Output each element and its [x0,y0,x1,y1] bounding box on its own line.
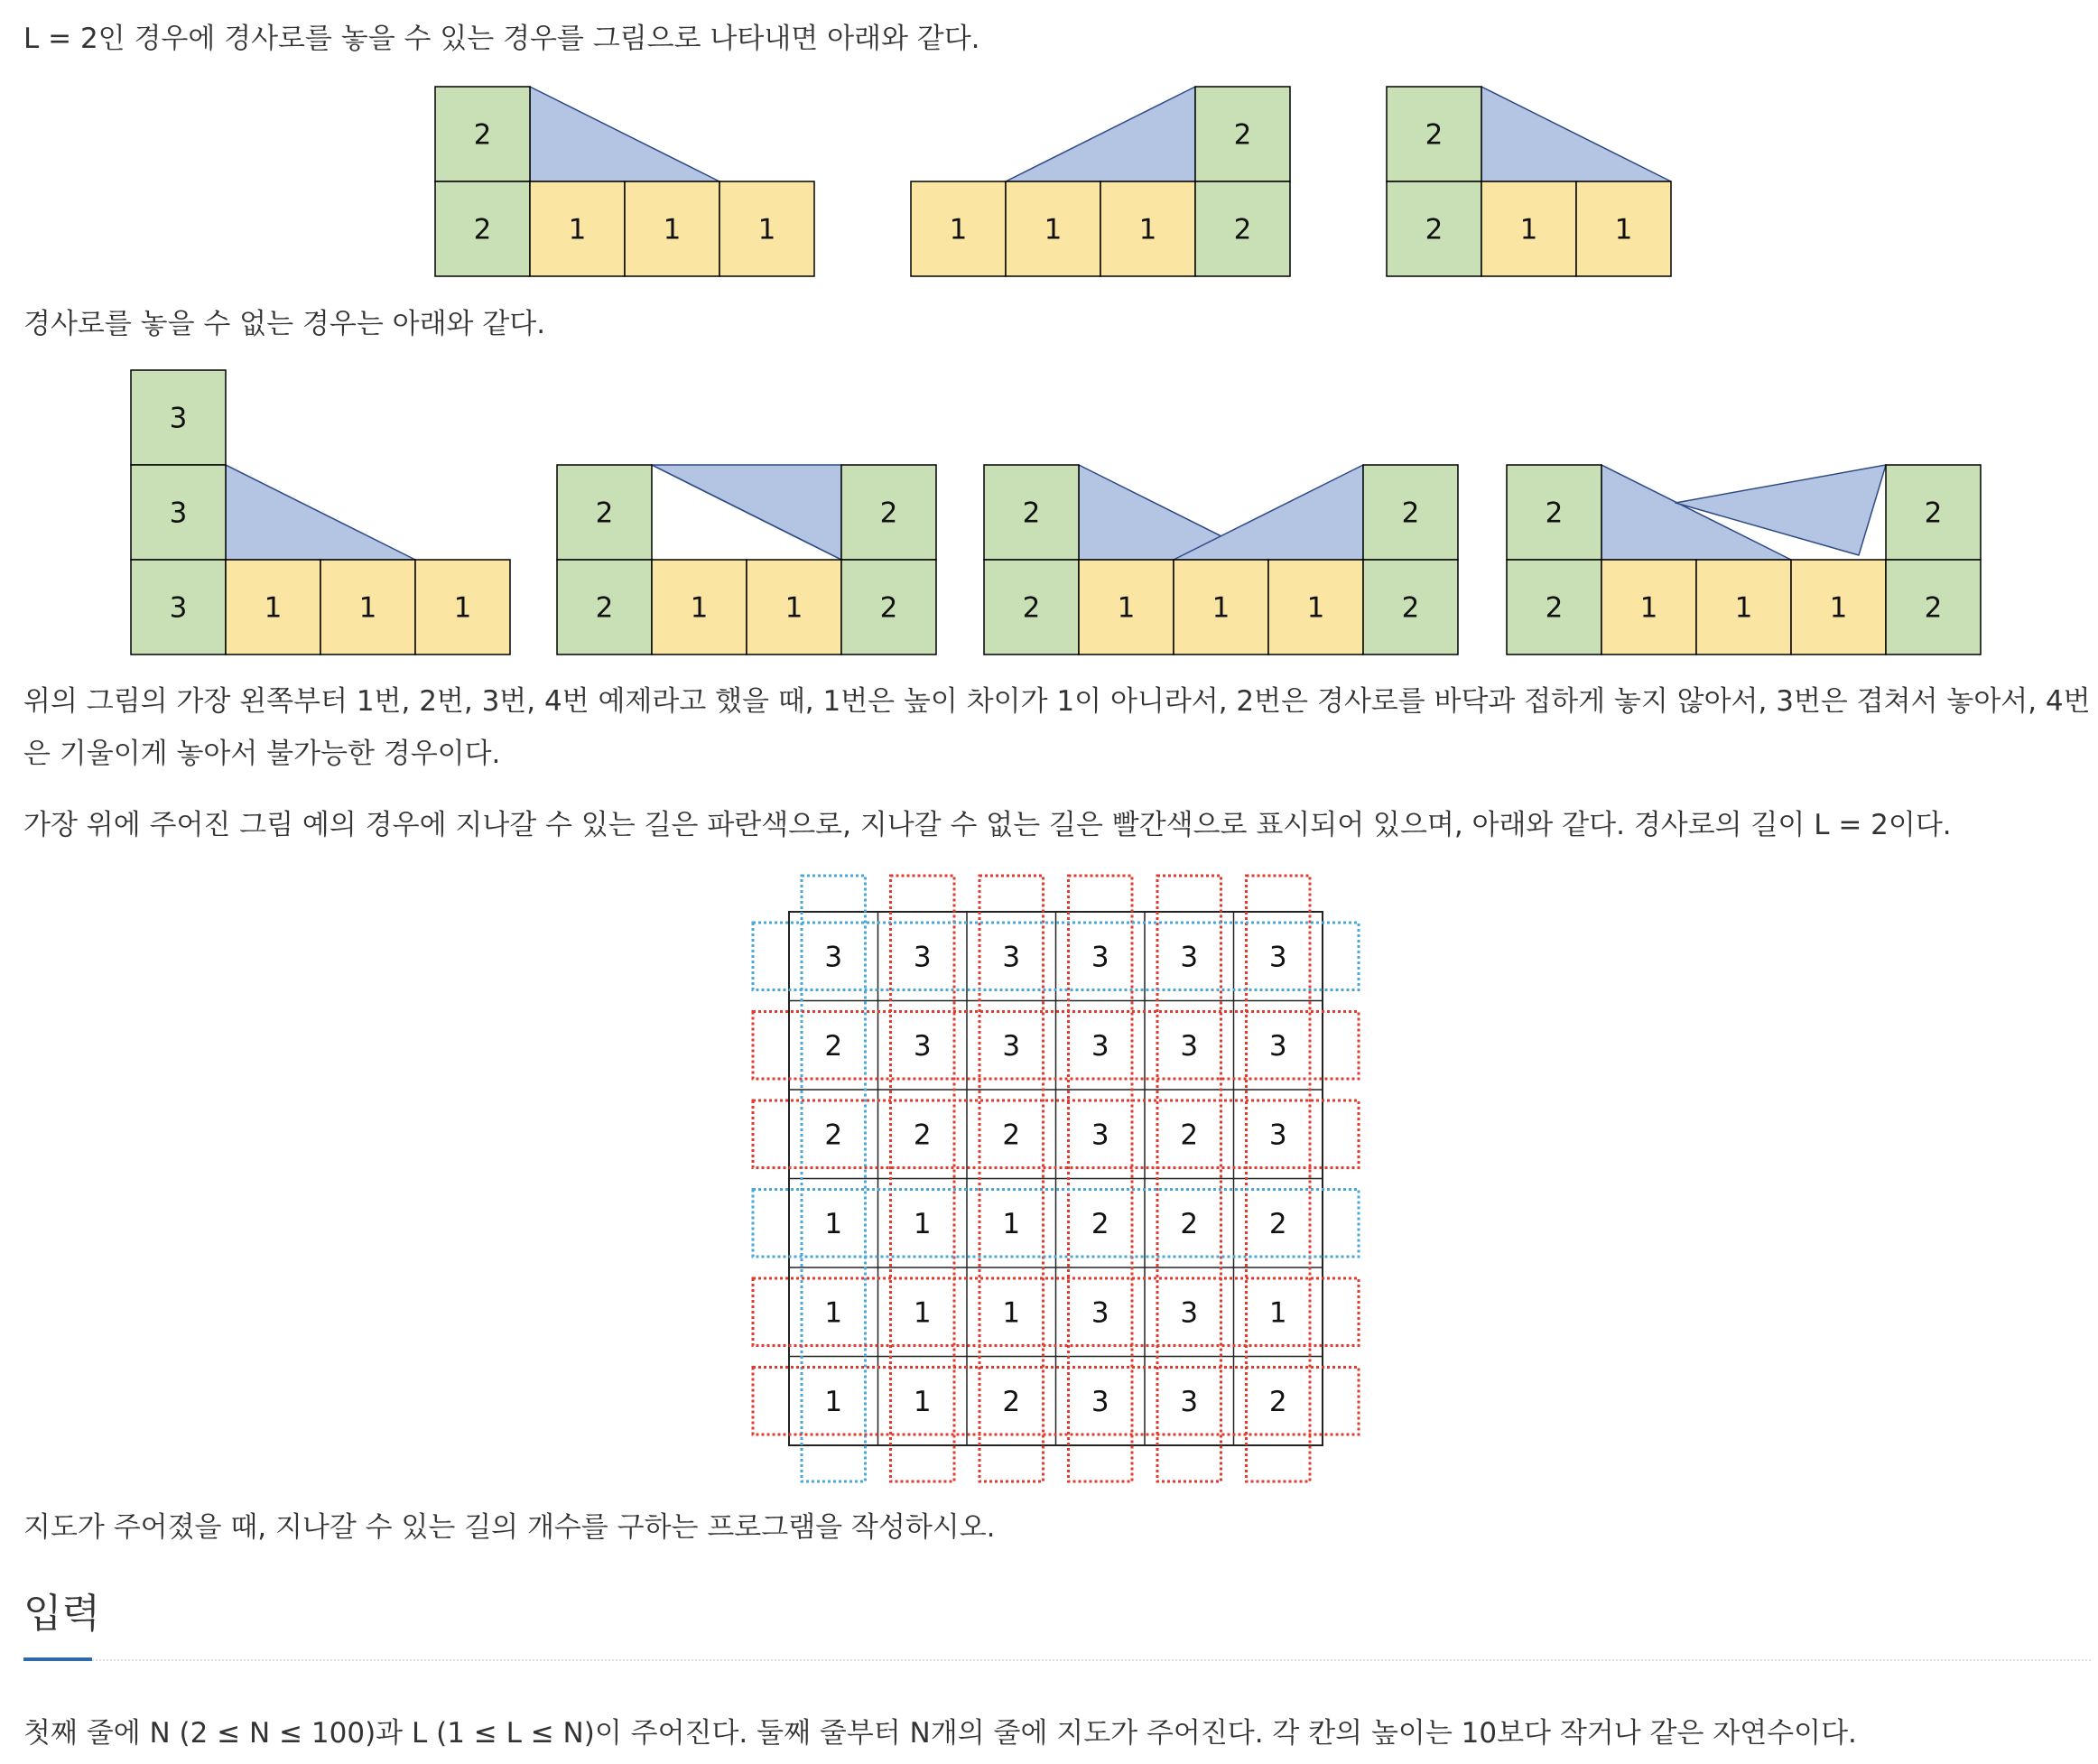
input-description-paragraph: 첫째 줄에 N (2 ≤ N ≤ 100)과 L (1 ≤ L ≤ N)이 주어진다. 둘째 줄부터 N개의 줄에 지도가 주어진다. 각 칸의 높이는 10보다 작거나 같은 자연수이다. [23,1717,1857,1750]
block-cell-label: 3 [169,402,188,435]
block-cell-label: 2 [595,497,614,530]
ground-cell-label: 1 [1519,213,1538,246]
ground-cell-label: 1 [1614,213,1633,246]
ground-cell-label: 1 [690,591,709,625]
map-cell-value: 3 [1091,941,1109,974]
map-cell-value: 2 [1180,1207,1199,1240]
map-cell-value: 1 [913,1207,932,1240]
path-colors-paragraph: 가장 위에 주어진 그림 예의 경우에 지나갈 수 있는 길은 파란색으로, 지나갈 수 없는 길은 빨간색으로 표시되어 있으며, 아래와 같다. 경사로의 길이 L = 2이다. [23,809,1952,841]
ground-cell-label: 1 [358,591,377,625]
section-divider [23,1659,2091,1661]
ground-cell-label: 1 [1734,591,1753,625]
section-heading-accent [23,1657,92,1661]
map-cell-value: 2 [824,1029,843,1063]
map-cell-value: 2 [1002,1385,1021,1418]
block-cell-label: 3 [169,591,188,625]
block-cell-label: 2 [1425,213,1444,246]
block-cell-label: 2 [1401,497,1420,530]
map-cell-value: 2 [824,1119,843,1152]
map-cell-value: 3 [1091,1119,1109,1152]
map-cell-value: 3 [913,1029,932,1063]
block-cell-label: 2 [473,118,492,152]
block-cell-label: 2 [1924,497,1943,530]
map-cell-value: 1 [824,1207,843,1240]
ground-cell-label: 1 [949,213,968,246]
ground-cell-label: 1 [1044,213,1063,246]
map-cell-value: 3 [1268,941,1287,974]
ramp-possible-2 [1006,87,1195,181]
map-cell-value: 3 [824,941,843,974]
ramp-impossible-1 [226,465,415,560]
map-cell-value: 3 [1091,1385,1109,1418]
task-paragraph: 지도가 주어졌을 때, 지나갈 수 있는 길의 개수를 구하는 프로그램을 작성하시오. [23,1511,996,1544]
ramp-impossible-3b [1174,465,1363,560]
ground-cell-label: 1 [453,591,472,625]
ramp-possible-1 [530,87,719,181]
map-cell-value: 3 [1180,941,1199,974]
map-cell-value: 1 [1002,1207,1021,1240]
block-cell-label: 2 [1022,497,1041,530]
block-cell-label: 2 [1425,118,1444,152]
block-cell-label: 2 [879,497,898,530]
ramp-possible-3 [1481,87,1671,181]
impossible-intro-paragraph: 경사로를 놓을 수 없는 경우는 아래와 같다. [23,308,546,340]
map-cell-value: 3 [1268,1029,1287,1063]
map-cell-value: 2 [913,1119,932,1152]
block-cell-label: 2 [595,591,614,625]
map-cell-value: 1 [1268,1296,1287,1330]
map-cell-value: 2 [1268,1207,1287,1240]
ground-cell-label: 1 [663,213,682,246]
intro-paragraph: L = 2인 경우에 경사로를 놓을 수 있는 경우를 그림으로 나타내면 아래와 같다. [23,23,980,55]
input-section-heading: 입력 [23,1591,101,1637]
block-cell-label: 2 [1545,497,1564,530]
ground-cell-label: 1 [757,213,776,246]
ground-cell-label: 1 [1211,591,1230,625]
map-cell-value: 3 [913,941,932,974]
block-cell-label: 2 [1401,591,1420,625]
map-cell-value: 3 [1002,941,1021,974]
ground-cell-label: 1 [1639,591,1658,625]
ground-cell-label: 1 [1138,213,1157,246]
map-cell-value: 2 [1002,1119,1021,1152]
block-cell-label: 2 [1233,213,1252,246]
map-cell-value: 2 [1180,1119,1199,1152]
block-cell-label: 2 [879,591,898,625]
ground-cell-label: 1 [1117,591,1136,625]
ground-cell-label: 1 [784,591,803,625]
map-cell-value: 3 [1002,1029,1021,1063]
ground-cell-label: 1 [1306,591,1325,625]
map-cell-value: 3 [1091,1029,1109,1063]
map-cell-value: 2 [1268,1385,1287,1418]
explanation-paragraph: 위의 그림의 가장 왼쪽부터 1번, 2번, 3번, 4번 예제라고 했을 때, 1번은 높이 차이가 1이 아니라서, 2번은 경사로를 바닥과 접하게 놓지 않아서, 3번은 겹쳐서 놓아서, 4번은 기울이게 놓아서 불가능한 경우이다. [23,685,2091,770]
map-cell-value: 3 [1091,1296,1109,1330]
map-cell-value: 1 [1002,1296,1021,1330]
block-cell-label: 2 [1022,591,1041,625]
map-cell-value: 3 [1180,1029,1199,1063]
map-cell-value: 1 [913,1296,932,1330]
ground-cell-label: 1 [1829,591,1848,625]
map-cell-value: 1 [824,1385,843,1418]
impossible-ramp-figure [0,366,2098,664]
map-cell-value: 3 [1180,1385,1199,1418]
map-cell-value: 3 [1180,1296,1199,1330]
map-figure [0,867,2098,1499]
block-cell-label: 2 [1545,591,1564,625]
block-cell-label: 2 [1233,118,1252,152]
map-cell-value: 3 [1268,1119,1287,1152]
block-cell-label: 2 [473,213,492,246]
possible-ramp-figure [0,81,2098,289]
block-cell-label: 2 [1924,591,1943,625]
map-cell-value: 1 [913,1385,932,1418]
map-cell-value: 2 [1091,1207,1109,1240]
ground-cell-label: 1 [264,591,283,625]
block-cell-label: 3 [169,497,188,530]
ground-cell-label: 1 [568,213,587,246]
map-cell-value: 1 [824,1296,843,1330]
